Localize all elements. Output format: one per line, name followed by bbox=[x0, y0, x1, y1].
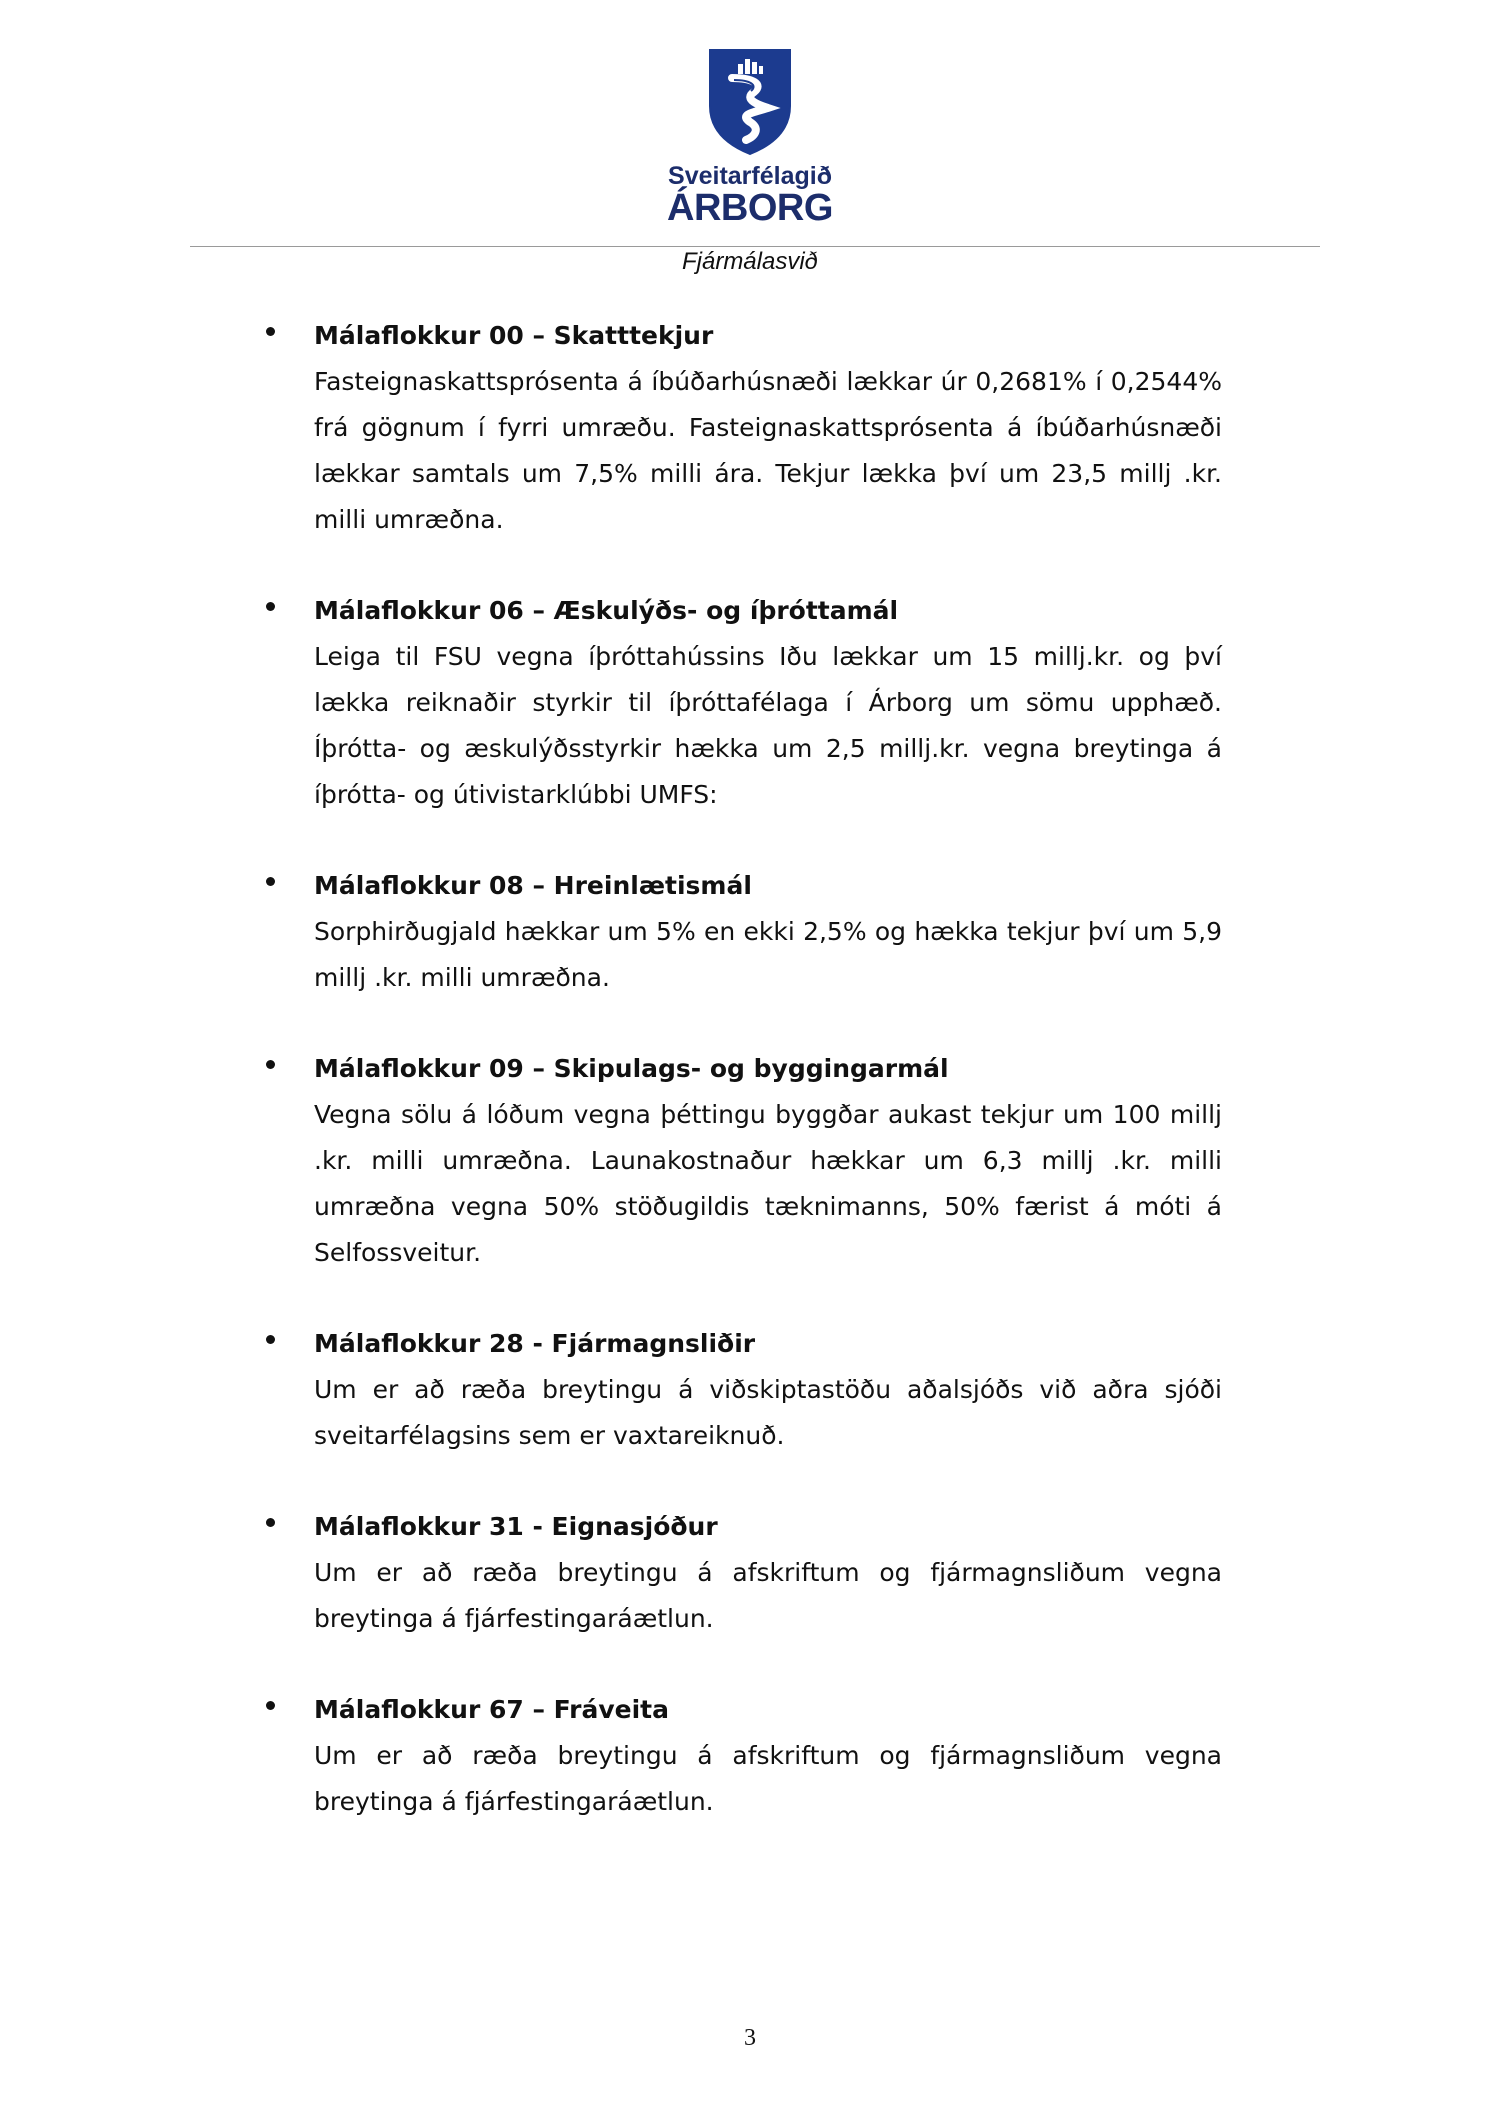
list-item bbox=[0, 1687, 1500, 1825]
item-title: Málaflokkur 08 – Hreinlætismál bbox=[314, 871, 752, 900]
header-divider bbox=[190, 246, 1320, 247]
list-item bbox=[0, 313, 1500, 543]
list-item bbox=[0, 863, 1500, 1001]
item-text: Leiga til FSU vegna íþróttahússins Iðu lækkar um 15 millj.kr. og því lækka reiknaðir styrkir til íþróttafélaga í Árborg um sömu upphæð. Íþrótta- og æskulýðsstyrkir hækka um 2,5 millj.kr. vegna breytinga á íþrótta- og útivistarklúbbi UMFS: bbox=[314, 642, 1222, 809]
page-number: 3 bbox=[744, 2025, 756, 2051]
header-logo bbox=[0, 48, 1500, 229]
item-title: Málaflokkur 09 – Skipulags- og byggingarmál bbox=[314, 1054, 949, 1083]
item-title: Málaflokkur 67 – Fráveita bbox=[314, 1695, 669, 1724]
item-title: Málaflokkur 06 – Æskulýðs- og íþróttamál bbox=[314, 596, 899, 625]
item-title: Málaflokkur 00 – Skatttekjur bbox=[314, 321, 714, 350]
arborg-shield-logo bbox=[708, 48, 792, 156]
list-item bbox=[0, 1321, 1500, 1459]
item-text: Um er að ræða breytingu á viðskiptastöðu aðalsjóðs við aðra sjóði sveitarfélagsins sem er vaxtareiknuð. bbox=[314, 1375, 1222, 1450]
item-text: Um er að ræða breytingu á afskriftum og fjármagnsliðum vegna breytinga á fjárfestingaráætlun. bbox=[314, 1741, 1222, 1816]
item-text: Fasteignaskattsprósenta á íbúðarhúsnæði lækkar úr 0,2681% í 0,2544% frá gögnum í fyrri umræðu. Fasteignaskattsprósenta á íbúðarhúsnæði lækkar samtals um 7,5% milli ára. Tekjur lækka því um 23,5 millj .kr. milli umræðna. bbox=[314, 367, 1222, 534]
item-text: Sorphirðugjald hækkar um 5% en ekki 2,5% og hækka tekjur því um 5,9 millj .kr. milli umræðna. bbox=[314, 917, 1222, 992]
bullet-icon bbox=[266, 1518, 275, 1527]
item-text: Um er að ræða breytingu á afskriftum og fjármagnsliðum vegna breytinga á fjárfestingaráætlun. bbox=[314, 1558, 1222, 1633]
bullet-icon bbox=[266, 602, 275, 611]
list-item bbox=[0, 588, 1500, 818]
bullet-icon bbox=[266, 1060, 275, 1069]
item-title: Málaflokkur 31 - Eignasjóður bbox=[314, 1512, 718, 1541]
bullet-icon bbox=[266, 1701, 275, 1710]
department-label: Fjármálasvið bbox=[681, 248, 819, 275]
logo-line-1: Sveitarfélagið bbox=[668, 162, 832, 190]
bullet-icon bbox=[266, 327, 275, 336]
bullet-icon bbox=[266, 877, 275, 886]
item-title: Málaflokkur 28 - Fjármagnsliðir bbox=[314, 1329, 756, 1358]
bullet-icon bbox=[266, 1335, 275, 1344]
item-text: Vegna sölu á lóðum vegna þéttingu byggðar aukast tekjur um 100 millj .kr. milli umræðna. Launakostnaður hækkar um 6,3 millj .kr. milli umræðna vegna 50% stöðugildis tæknimanns, 50% færist á móti á Selfossveitur. bbox=[314, 1100, 1222, 1267]
list-item bbox=[0, 1046, 1500, 1276]
document-body bbox=[0, 313, 1500, 1870]
list-item bbox=[0, 1504, 1500, 1642]
logo-line-2: ÁRBORG bbox=[667, 187, 833, 229]
